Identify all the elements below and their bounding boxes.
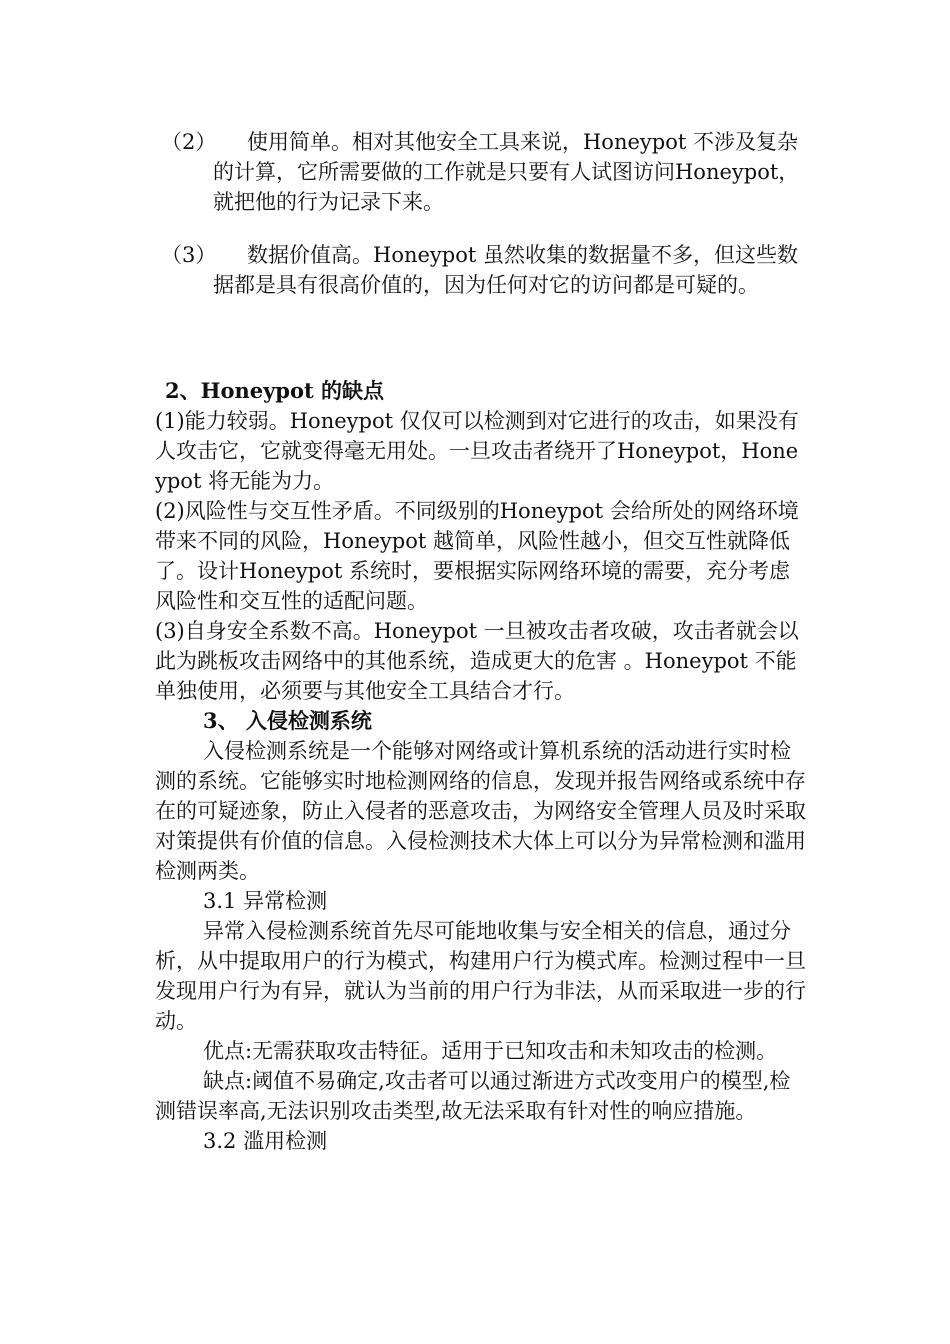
section-heading: 2、Honeypot 的缺点 xyxy=(165,378,384,403)
list-text: 使用简单。相对其他安全工具来说，Honeypot 不涉及复杂的计算，它所需要做的工作就是只要有人试图访问Honeypot，就把他的行为记录下来。 xyxy=(213,130,800,214)
list-item-3 xyxy=(155,240,810,300)
paragraph: 异常入侵检测系统首先尽可能地收集与安全相关的信息，通过分析，从中提取用户的行为模式，构建用户行为模式库。检测过程中一旦发现用户行为有异，就认为当前的用户行为非法，从而采取进一步的行动。 xyxy=(155,919,806,1033)
paragraph: (2)风险性与交互性矛盾。不同级别的Honeypot 会给所处的网络环境带来不同的风险，Honeypot 越简单，风险性越小，但交互性就降低了。设计Honeypot 系统时，要根据实际网络环境的需要，充分考虑风险性和交互性的适配问题。 xyxy=(155,499,799,613)
subsection-heading: 3.2 滥用检测 xyxy=(203,1129,328,1153)
section-heading: 3、 入侵检测系统 xyxy=(203,708,372,733)
list-number: （2） xyxy=(161,130,217,154)
section-3 xyxy=(155,706,810,1156)
subsection-heading: 3.1 异常检测 xyxy=(203,889,328,913)
paragraph: (1)能力较弱。Honeypot 仅仅可以检测到对它进行的攻击，如果没有人攻击它，它就变得毫无用处。一旦攻击者绕开了Honeypot，Honeypot 将无能为力。 xyxy=(155,409,799,493)
list-text: 数据价值高。Honeypot 虽然收集的数据量不多，但这些数据都是具有很高价值的，因为任何对它的访问都是可疑的。 xyxy=(213,243,798,297)
list-item-2 xyxy=(155,127,810,217)
paragraph: (3)自身安全系数不高。Honeypot 一旦被攻击者攻破，攻击者就会以此为跳板攻击网络中的其他系统，造成更大的危害 。Honeypot 不能单独使用，必须要与其他安全工具结合才行。 xyxy=(155,619,799,703)
section-2 xyxy=(155,376,810,706)
list-number: （3） xyxy=(161,243,217,267)
paragraph: 优点:无需获取攻击特征。适用于已知攻击和未知攻击的检测。 xyxy=(203,1039,778,1063)
paragraph: 缺点:阈值不易确定,攻击者可以通过渐进方式改变用户的模型,检测错误率高,无法识别攻击类型,故无法采取有针对性的响应措施。 xyxy=(155,1069,791,1123)
paragraph: 入侵检测系统是一个能够对网络或计算机系统的活动进行实时检测的系统。它能够实时地检测网络的信息，发现并报告网络或系统中存在的可疑迹象，防止入侵者的恶意攻击，为网络安全管理人员及时采取对策提供有价值的信息。入侵检测技术大体上可以分为异常检测和滥用检测两类。 xyxy=(155,739,806,883)
